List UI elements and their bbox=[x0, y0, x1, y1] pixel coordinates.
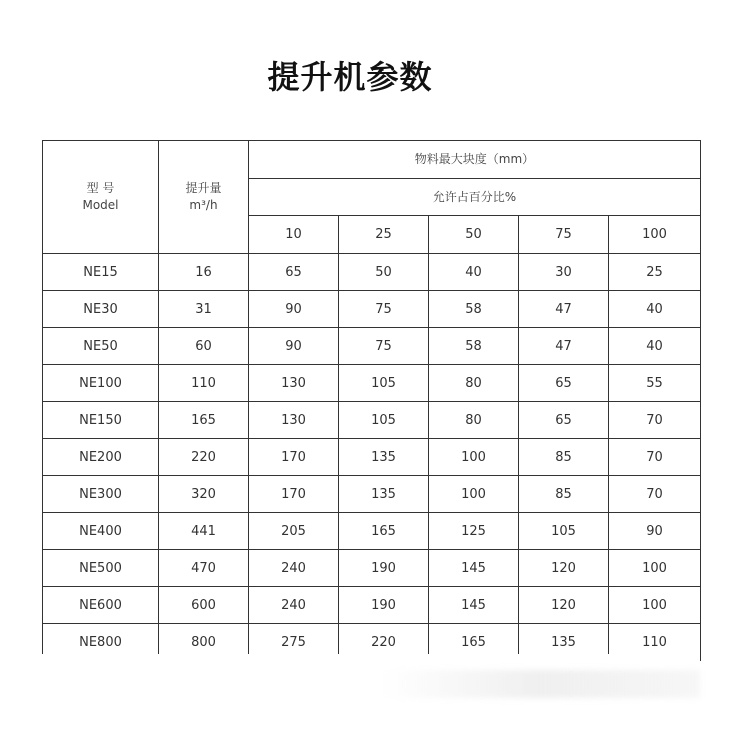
cell-model: NE800 bbox=[43, 624, 159, 661]
cell-percentage: 75 bbox=[339, 291, 429, 328]
cell-percentage: 25 bbox=[609, 254, 701, 291]
cell-model: NE300 bbox=[43, 476, 159, 513]
cell-percentage: 47 bbox=[519, 328, 609, 365]
table-row bbox=[43, 476, 701, 513]
cell-percentage: 100 bbox=[609, 550, 701, 587]
cell-percentage: 80 bbox=[429, 365, 519, 402]
cell-percentage: 120 bbox=[519, 587, 609, 624]
table-row bbox=[43, 513, 701, 550]
cell-percentage: 275 bbox=[249, 624, 339, 661]
cell-percentage: 130 bbox=[249, 402, 339, 439]
cell-percentage: 105 bbox=[339, 365, 429, 402]
header-size-75: 75 bbox=[519, 216, 609, 254]
cell-percentage: 130 bbox=[249, 365, 339, 402]
cell-percentage: 75 bbox=[339, 328, 429, 365]
cell-percentage: 145 bbox=[429, 550, 519, 587]
cell-capacity: 800 bbox=[159, 624, 249, 661]
cell-percentage: 58 bbox=[429, 291, 519, 328]
cell-percentage: 30 bbox=[519, 254, 609, 291]
cell-percentage: 100 bbox=[429, 476, 519, 513]
cell-percentage: 170 bbox=[249, 476, 339, 513]
cell-percentage: 205 bbox=[249, 513, 339, 550]
table-row bbox=[43, 328, 701, 365]
cell-percentage: 65 bbox=[519, 402, 609, 439]
cell-percentage: 135 bbox=[519, 624, 609, 661]
page-title: 提升机参数 bbox=[267, 58, 433, 96]
table-row bbox=[43, 439, 701, 476]
cell-percentage: 70 bbox=[609, 476, 701, 513]
cell-model: NE15 bbox=[43, 254, 159, 291]
cell-percentage: 110 bbox=[609, 624, 701, 661]
cell-percentage: 80 bbox=[429, 402, 519, 439]
cell-percentage: 50 bbox=[339, 254, 429, 291]
cell-percentage: 40 bbox=[609, 328, 701, 365]
cell-percentage: 85 bbox=[519, 476, 609, 513]
cell-percentage: 90 bbox=[249, 328, 339, 365]
cell-model: NE600 bbox=[43, 587, 159, 624]
header-size-10: 10 bbox=[249, 216, 339, 254]
cell-percentage: 190 bbox=[339, 550, 429, 587]
cell-percentage: 190 bbox=[339, 587, 429, 624]
cell-capacity: 110 bbox=[159, 365, 249, 402]
cell-capacity: 470 bbox=[159, 550, 249, 587]
cell-percentage: 100 bbox=[429, 439, 519, 476]
parameter-table bbox=[42, 140, 701, 661]
cell-percentage: 90 bbox=[249, 291, 339, 328]
cell-percentage: 125 bbox=[429, 513, 519, 550]
cell-percentage: 145 bbox=[429, 587, 519, 624]
cell-percentage: 135 bbox=[339, 439, 429, 476]
header-size-100: 100 bbox=[609, 216, 701, 254]
cell-percentage: 90 bbox=[609, 513, 701, 550]
header-model-label: 型 号 Model bbox=[82, 181, 119, 212]
cell-model: NE500 bbox=[43, 550, 159, 587]
cell-percentage: 70 bbox=[609, 439, 701, 476]
cell-percentage: 55 bbox=[609, 365, 701, 402]
cell-percentage: 170 bbox=[249, 439, 339, 476]
cell-capacity: 441 bbox=[159, 513, 249, 550]
header-size-25: 25 bbox=[339, 216, 429, 254]
cell-capacity: 320 bbox=[159, 476, 249, 513]
cell-capacity: 600 bbox=[159, 587, 249, 624]
table-row bbox=[43, 254, 701, 291]
cell-percentage: 47 bbox=[519, 291, 609, 328]
cell-percentage: 240 bbox=[249, 550, 339, 587]
watermark-smudge bbox=[380, 670, 700, 698]
cell-percentage: 58 bbox=[429, 328, 519, 365]
header-capacity bbox=[159, 141, 249, 254]
table-row bbox=[43, 365, 701, 402]
cell-percentage: 165 bbox=[339, 513, 429, 550]
cell-model: NE100 bbox=[43, 365, 159, 402]
cell-model: NE200 bbox=[43, 439, 159, 476]
cell-percentage: 105 bbox=[519, 513, 609, 550]
header-max-lump-size: 物料最大块度（mm） bbox=[249, 141, 701, 179]
cell-percentage: 120 bbox=[519, 550, 609, 587]
header-size-50: 50 bbox=[429, 216, 519, 254]
table-row bbox=[43, 402, 701, 439]
cell-percentage: 100 bbox=[609, 587, 701, 624]
table-row bbox=[43, 291, 701, 328]
cell-model: NE400 bbox=[43, 513, 159, 550]
cell-percentage: 65 bbox=[519, 365, 609, 402]
table-row bbox=[43, 550, 701, 587]
cell-model: NE50 bbox=[43, 328, 159, 365]
cell-percentage: 220 bbox=[339, 624, 429, 661]
cell-capacity: 165 bbox=[159, 402, 249, 439]
header-model bbox=[43, 141, 159, 254]
parameter-table-container bbox=[42, 140, 700, 672]
header-allowed-percentage: 允许占百分比% bbox=[249, 179, 701, 216]
cell-percentage: 65 bbox=[249, 254, 339, 291]
cell-percentage: 135 bbox=[339, 476, 429, 513]
cell-model: NE30 bbox=[43, 291, 159, 328]
cell-percentage: 105 bbox=[339, 402, 429, 439]
cell-capacity: 60 bbox=[159, 328, 249, 365]
cell-model: NE150 bbox=[43, 402, 159, 439]
cell-percentage: 70 bbox=[609, 402, 701, 439]
cell-percentage: 165 bbox=[429, 624, 519, 661]
cell-percentage: 240 bbox=[249, 587, 339, 624]
header-capacity-label: 提升量 m³/h bbox=[185, 181, 222, 212]
table-row bbox=[43, 587, 701, 624]
cell-percentage: 40 bbox=[429, 254, 519, 291]
cell-capacity: 16 bbox=[159, 254, 249, 291]
cell-capacity: 220 bbox=[159, 439, 249, 476]
cell-capacity: 31 bbox=[159, 291, 249, 328]
cell-percentage: 85 bbox=[519, 439, 609, 476]
cell-percentage: 40 bbox=[609, 291, 701, 328]
